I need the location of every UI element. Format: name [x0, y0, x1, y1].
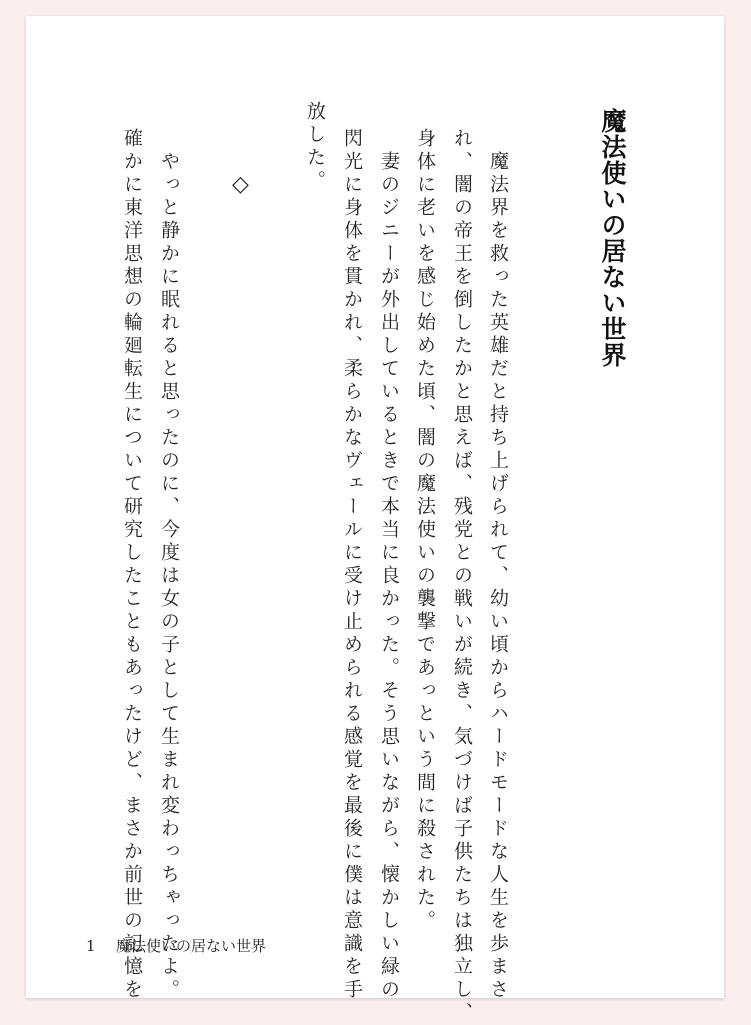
- text-line: れ、闇の帝王を倒したかと思えば、残党との戦いが続き、気づけば子供たちは独立し、: [451, 128, 473, 1025]
- text-line: 閃光に身体を貫かれ、柔らかなヴェールに受け止められる感覚を最後に僕は意識を手: [341, 128, 363, 1002]
- text-line: 放した。: [304, 101, 326, 193]
- running-title: 魔法使いの居ない世界: [116, 937, 267, 955]
- page-footer: [86, 935, 266, 956]
- chapter-title: 魔法使いの居ない世界: [598, 108, 627, 368]
- text-line: 確かに東洋思想の輪廻転生について研究したこともあったけど、まさか前世の記憶を: [121, 128, 143, 1002]
- text-line: 妻のジニーが外出しているときで本当に良かった。そう思いながら、懐かしい緑の: [378, 128, 400, 1002]
- page-number: 1: [86, 937, 96, 955]
- text-line: 魔法界を救った英雄だと持ち上げられて、幼い頃からハードモードな人生を歩まさ: [487, 128, 509, 1002]
- book-page: [26, 16, 724, 1025]
- section-break-diamond: ◇: [228, 172, 253, 197]
- text-line: やっと静かに眠れると思ったのに、今度は女の子として生まれ変わっちゃったよ。: [158, 128, 180, 1002]
- text-line: 身体に老いを感じ始めた頃、闇の魔法使いの襲撃であっという間に殺された。: [414, 128, 436, 933]
